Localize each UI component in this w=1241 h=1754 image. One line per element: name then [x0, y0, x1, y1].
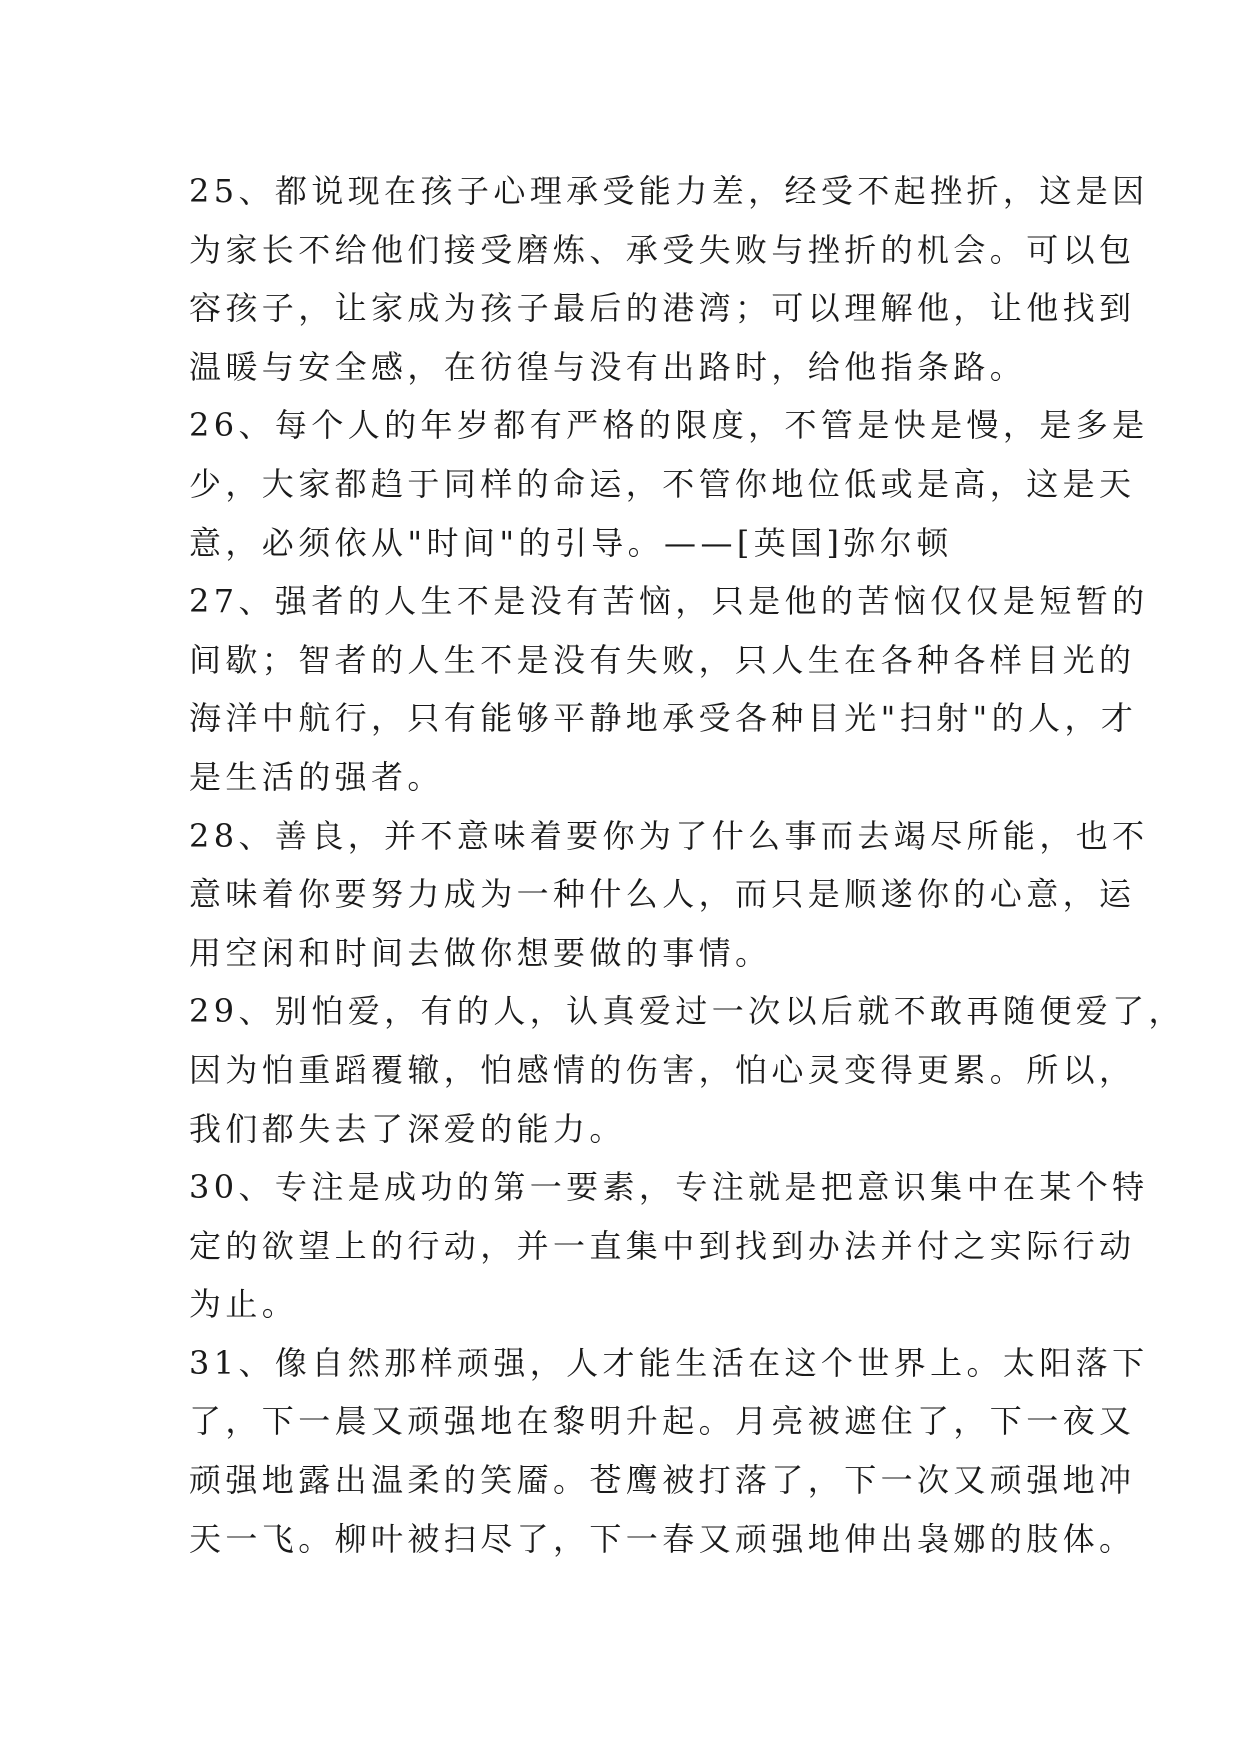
text-line: 是生活的强者。 — [189, 757, 444, 796]
document-body — [189, 162, 1185, 1568]
text-line: 温暖与安全感，在彷徨与没有出路时，给他指条路。 — [189, 347, 1027, 386]
text-line: 意，必须依从"时间"的引导。——[英国]弥尔顿 — [189, 523, 953, 562]
text-line: 26、每个人的年岁都有严格的限度，不管是快是慢，是多是 — [189, 406, 1149, 445]
text-line: 我们都失去了深爱的能力。 — [189, 1109, 626, 1148]
text-line: 为止。 — [189, 1285, 299, 1324]
text-line: 意味着你要努力成为一种什么人，而只是顺遂你的心意，运 — [189, 875, 1136, 914]
text-line: 为家长不给他们接受磨炼、承受失败与挫折的机会。可以包 — [189, 230, 1136, 269]
text-line: 海洋中航行，只有能够平静地承受各种目光"扫射"的人，才 — [189, 699, 1138, 738]
text-line: 25、都说现在孩子心理承受能力差，经受不起挫折，这是因 — [189, 172, 1149, 210]
text-line: 27、强者的人生不是没有苦恼，只是他的苦恼仅仅是短暂的 — [189, 582, 1149, 621]
text-line: 29、别怕爱，有的人，认真爱过一次以后就不敢再随便爱了， — [189, 992, 1185, 1031]
text-line: 容孩子，让家成为孩子最后的港湾；可以理解他，让他找到 — [189, 289, 1136, 328]
text-line: 少，大家都趋于同样的命运，不管你地位低或是高，这是天 — [189, 464, 1136, 503]
text-line: 间歇；智者的人生不是没有失败，只人生在各种各样目光的 — [189, 640, 1136, 679]
text-line: 定的欲望上的行动，并一直集中到找到办法并付之实际行动 — [189, 1226, 1136, 1265]
text-line: 28、善良，并不意味着要你为了什么事而去竭尽所能，也不 — [189, 816, 1149, 855]
text-line: 天一飞。柳叶被扫尽了，下一春又顽强地伸出袅娜的肢体。 — [189, 1519, 1136, 1558]
text-line: 30、专注是成功的第一要素，专注就是把意识集中在某个特 — [189, 1168, 1149, 1207]
text-line: 了，下一晨又顽强地在黎明升起。月亮被遮住了，下一夜又 — [189, 1402, 1136, 1441]
text-line: 顽强地露出温柔的笑靥。苍鹰被打落了，下一次又顽强地冲 — [189, 1461, 1136, 1500]
text-line: 31、像自然那样顽强，人才能生活在这个世界上。太阳落下 — [189, 1343, 1149, 1382]
text-line: 因为怕重蹈覆辙，怕感情的伤害，怕心灵变得更累。所以， — [189, 1050, 1136, 1089]
text-line: 用空闲和时间去做你想要做的事情。 — [189, 933, 772, 972]
